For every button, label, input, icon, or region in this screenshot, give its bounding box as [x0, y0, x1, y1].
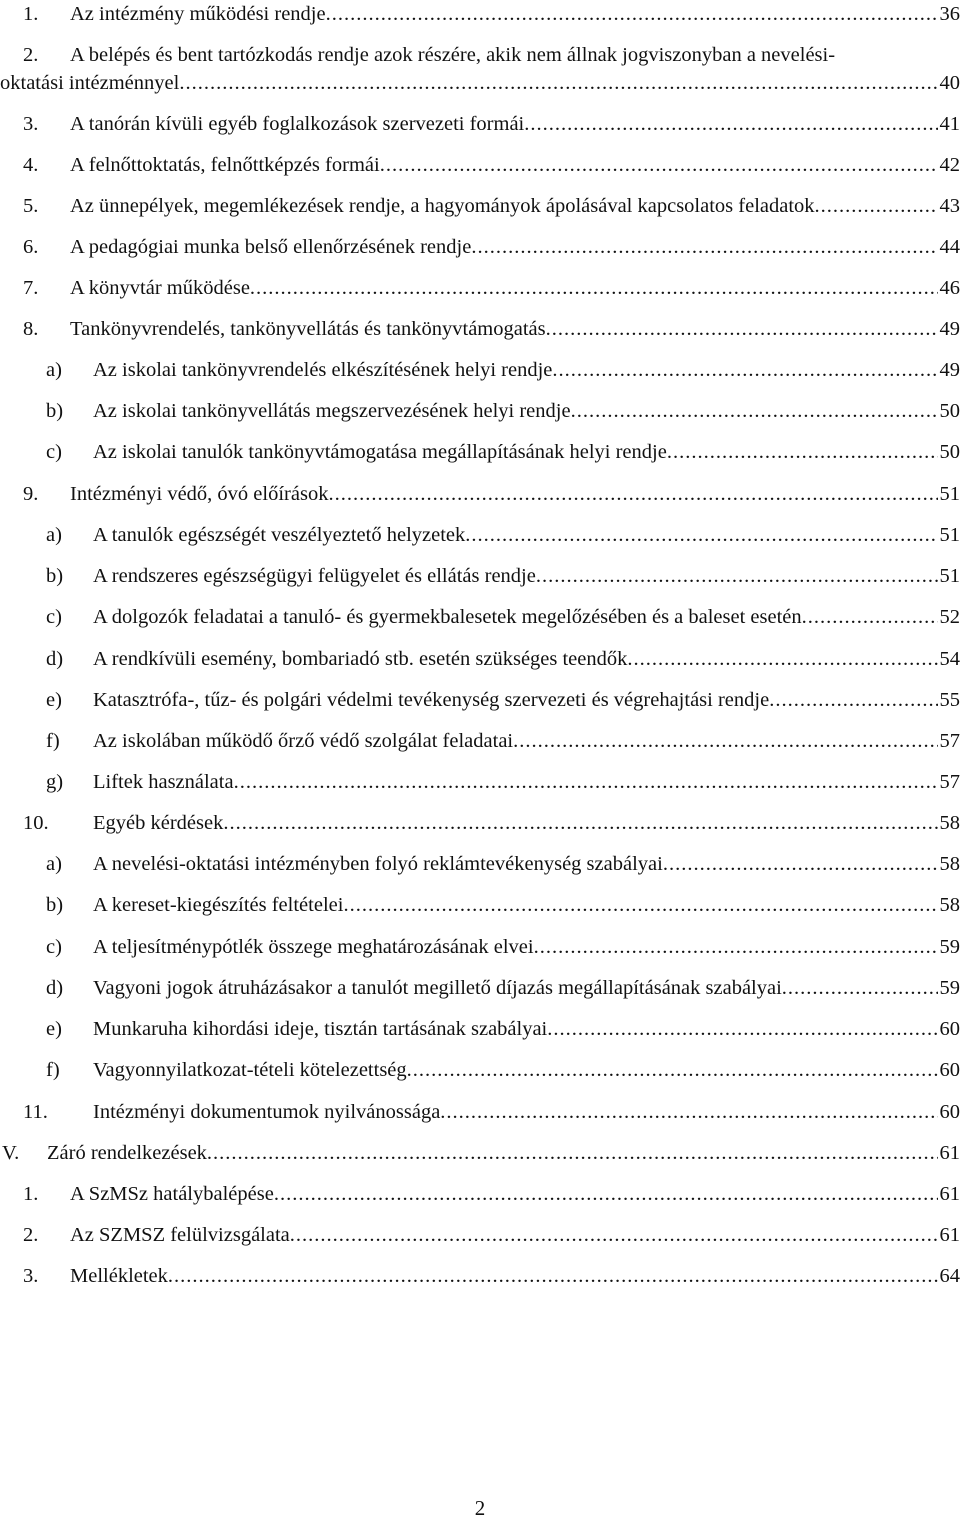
toc-entry[interactable]: [0, 891, 960, 919]
toc-entry-title: Az iskolai tankönyvellátás megszervezésének helyi rendje: [93, 400, 571, 422]
toc-entry[interactable]: [0, 1015, 960, 1043]
dot-leader: [513, 727, 937, 755]
toc-entry-page: 50: [939, 400, 960, 422]
toc-entry-title: A dolgozók feladatai a tanuló- és gyermekbalesetek megelőzésében és a baleset esetén: [93, 606, 802, 628]
toc-entry-page: 50: [939, 441, 960, 463]
toc-entry-page: 60: [939, 1018, 960, 1040]
toc-entry-title: A rendszeres egészségügyi felügyelet és ellátás rendje: [93, 565, 536, 587]
toc-entry-number: 3.: [23, 1265, 39, 1287]
toc-entry-page: 40: [939, 72, 960, 94]
dot-leader: [769, 686, 937, 714]
toc-entry-title: A nevelési-oktatási intézményben folyó reklámtevékenység szabályai: [93, 853, 663, 875]
dot-leader: [343, 891, 937, 919]
toc-entry[interactable]: [0, 727, 960, 755]
toc-entry[interactable]: [0, 151, 960, 179]
dot-leader: [663, 850, 938, 878]
toc-entry-number: b): [46, 894, 64, 916]
toc-entry-number: 1.: [23, 1183, 39, 1205]
toc-entry-page: 61: [939, 1224, 960, 1246]
toc-entry-page: 49: [939, 359, 960, 381]
toc-entry[interactable]: [0, 850, 960, 878]
toc-entry[interactable]: [0, 41, 960, 111]
dot-leader: [223, 809, 937, 837]
toc-entry-title: A rendkívüli esemény, bombariadó stb. esetén szükséges teendők: [93, 648, 628, 670]
dot-leader: [465, 521, 937, 549]
toc-entry[interactable]: [0, 809, 960, 837]
toc-entry-title: Vagyoni jogok átruházásakor a tanulót megillető díjazás megállapításának szabályai: [93, 977, 782, 999]
toc-entry-page: 64: [939, 1265, 960, 1287]
dot-leader: [552, 356, 937, 384]
toc-entry-title-continued: oktatási intézménnyel: [0, 72, 180, 94]
toc-entry-title: Az iskolai tankönyvrendelés elkészítésének helyi rendje: [93, 359, 553, 381]
dot-leader: [782, 974, 938, 1002]
toc-entry-number: 2.: [23, 1224, 39, 1246]
toc-entry-title: Liftek használata: [93, 771, 234, 793]
toc-entry[interactable]: [0, 233, 960, 261]
toc-entry[interactable]: [0, 1221, 960, 1249]
dot-leader: [290, 1221, 938, 1249]
toc-entry-number: 8.: [23, 318, 39, 340]
dot-leader: [179, 69, 937, 97]
toc-entry-title: Záró rendelkezések: [47, 1142, 207, 1164]
toc-entry-number: c): [46, 441, 62, 463]
toc-entry-number: a): [46, 359, 62, 381]
toc-entry-title: Tankönyvrendelés, tankönyvellátás és tankönyvtámogatás: [70, 318, 546, 340]
toc-entry-page: 43: [939, 195, 960, 217]
toc-entry[interactable]: [0, 1098, 960, 1126]
toc-entry-page: 54: [939, 648, 960, 670]
toc-entry[interactable]: [0, 1139, 960, 1167]
toc-entry-title: Intézményi dokumentumok nyilvánossága: [93, 1101, 441, 1123]
toc-entry-number: a): [46, 524, 62, 546]
toc-entry[interactable]: [0, 315, 960, 343]
page-number: 2: [474, 1496, 486, 1520]
dot-leader: [168, 1262, 938, 1290]
dot-leader: [250, 274, 938, 302]
toc-entry-page: 57: [939, 771, 960, 793]
toc-entry-page: 55: [939, 689, 960, 711]
toc-entry-number: c): [46, 606, 62, 628]
toc-entry-number: f): [46, 730, 60, 752]
dot-leader: [407, 1056, 938, 1084]
toc-entry[interactable]: [0, 1262, 960, 1290]
toc-entry-number: 1.: [23, 3, 39, 25]
toc-entry[interactable]: [0, 933, 960, 961]
toc-entry[interactable]: [0, 192, 960, 220]
toc-entry[interactable]: [0, 768, 960, 796]
dot-leader: [627, 645, 937, 673]
toc-entry-number: d): [46, 977, 64, 999]
toc-entry-page: 46: [939, 277, 960, 299]
toc-entry-title: A tanórán kívüli egyéb foglalkozások szervezeti formái: [70, 113, 525, 135]
toc-entry-title: Az iskolai tanulók tankönyvtámogatása megállapításának helyi rendje: [93, 441, 667, 463]
toc-entry[interactable]: [0, 645, 960, 673]
toc-entry-page: 60: [939, 1101, 960, 1123]
toc-entry-page: 51: [939, 565, 960, 587]
toc-entry-page: 59: [939, 977, 960, 999]
toc-entry-title: Mellékletek: [70, 1265, 168, 1287]
toc-entry[interactable]: [0, 1056, 960, 1084]
toc-entry-number: f): [46, 1059, 60, 1081]
toc-entry-number: d): [46, 648, 64, 670]
toc-entry-number: c): [46, 936, 62, 958]
toc-entry[interactable]: [0, 603, 960, 631]
toc-entry-title: A kereset-kiegészítés feltételei: [93, 894, 344, 916]
toc-entry-title: Az intézmény működési rendje: [70, 3, 326, 25]
toc-entry[interactable]: [0, 274, 960, 302]
toc-entry-number: 11.: [23, 1101, 48, 1123]
toc-entry[interactable]: [0, 356, 960, 384]
toc-entry-title: Intézményi védő, óvó előírások: [70, 483, 329, 505]
toc-entry-number: b): [46, 565, 64, 587]
toc-entry-page: 58: [939, 894, 960, 916]
toc-entry-page: 59: [939, 936, 960, 958]
toc-entry-page: 61: [939, 1183, 960, 1205]
toc-entry-page: 60: [939, 1059, 960, 1081]
dot-leader: [471, 233, 937, 261]
toc-entry-number: e): [46, 1018, 62, 1040]
toc-entry-page: 42: [939, 154, 960, 176]
dot-leader: [815, 192, 938, 220]
dot-leader: [326, 0, 938, 28]
toc-entry-title: A könyvtár működése: [70, 277, 250, 299]
toc-entry-title: Az iskolában működő őrző védő szolgálat feladatai: [93, 730, 514, 752]
toc-entry-title: Egyéb kérdések: [93, 812, 224, 834]
toc-entry-page: 52: [939, 606, 960, 628]
toc-entry-page: 49: [939, 318, 960, 340]
toc-entry-number: 3.: [23, 113, 39, 135]
toc-entry-page: 44: [939, 236, 960, 258]
toc-entry-number: b): [46, 400, 64, 422]
dot-leader: [524, 110, 937, 138]
toc-entry-number: 7.: [23, 277, 39, 299]
toc-entry-title: A SzMSz hatálybalépése: [70, 1183, 274, 1205]
dot-leader: [207, 1139, 938, 1167]
dot-leader: [328, 480, 937, 508]
toc-entry-title: Vagyonnyilatkozat-tételi kötelezettség: [93, 1059, 407, 1081]
toc-entry-page: 51: [939, 483, 960, 505]
toc-entry[interactable]: [0, 0, 960, 28]
toc-entry-title: Munkaruha kihordási ideje, tisztán tartásának szabályai: [93, 1018, 548, 1040]
toc-entry[interactable]: [0, 110, 960, 138]
toc-entry-number: 5.: [23, 195, 39, 217]
toc-entry-title: Az SZMSZ felülvizsgálata: [70, 1224, 290, 1246]
toc-entry-page: 58: [939, 812, 960, 834]
toc-entry-title: Az ünnepélyek, megemlékezések rendje, a hagyományok ápolásával kapcsolatos feladatok: [70, 195, 815, 217]
toc-entry[interactable]: [0, 562, 960, 590]
toc-entry-number: g): [46, 771, 64, 793]
toc-entry-page: 58: [939, 853, 960, 875]
toc-entry[interactable]: [0, 438, 960, 466]
toc-entry-page: 57: [939, 730, 960, 752]
toc-entry-title: A belépés és bent tartózkodás rendje azok részére, akik nem állnak jogviszonyban a nevelési-: [70, 44, 836, 66]
toc-entry-number: 6.: [23, 236, 39, 258]
toc-entry[interactable]: [0, 521, 960, 549]
toc-entry-number: 9.: [23, 483, 39, 505]
toc-entry[interactable]: [0, 397, 960, 425]
dot-leader: [547, 1015, 937, 1043]
toc-entry[interactable]: [0, 974, 960, 1002]
toc-entry-title: A pedagógiai munka belső ellenőrzésének rendje: [70, 236, 472, 258]
toc-entry-number: V.: [2, 1142, 20, 1164]
toc-entry-page: 36: [939, 3, 960, 25]
toc-entry-page: 41: [939, 113, 960, 135]
dot-leader: [802, 603, 938, 631]
dot-leader: [546, 315, 938, 343]
toc-entry-title: A tanulók egészségét veszélyeztető helyzetek: [93, 524, 466, 546]
toc-entry-page: 61: [939, 1142, 960, 1164]
toc-entry-title: A teljesítménypótlék összege meghatározásának elvei: [93, 936, 534, 958]
toc-entry-page: 51: [939, 524, 960, 546]
toc-entry-title: Katasztrófa-, tűz- és polgári védelmi tevékenység szervezeti és végrehajtási rendje: [93, 689, 770, 711]
toc-entry-number: a): [46, 853, 62, 875]
toc-entry-number: 2.: [23, 44, 39, 66]
toc-entry-number: 4.: [23, 154, 39, 176]
dot-leader: [571, 397, 938, 425]
toc-entry[interactable]: [0, 480, 960, 508]
dot-leader: [274, 1180, 938, 1208]
toc-entry[interactable]: [0, 1180, 960, 1208]
toc-entry-title: A felnőttoktatás, felnőttképzés formái: [70, 154, 380, 176]
dot-leader: [440, 1098, 937, 1126]
dot-leader: [536, 562, 938, 590]
dot-leader: [534, 933, 938, 961]
toc-entry-number: 10.: [23, 812, 49, 834]
toc-entry-number: e): [46, 689, 62, 711]
dot-leader: [380, 151, 938, 179]
dot-leader: [667, 438, 938, 466]
toc-entry[interactable]: [0, 686, 960, 714]
dot-leader: [234, 768, 938, 796]
